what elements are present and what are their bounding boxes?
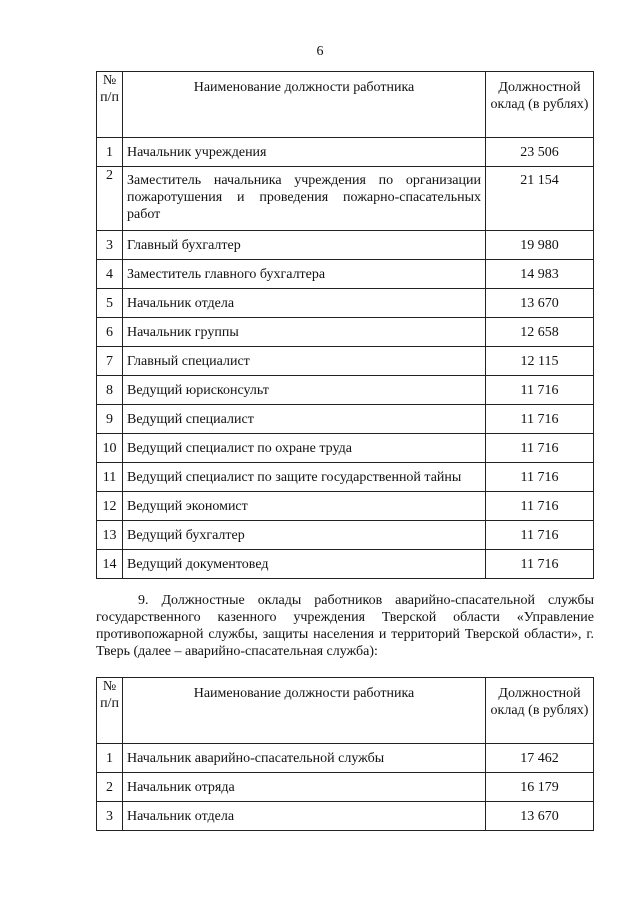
row-number: 14	[97, 550, 123, 579]
row-position-name: Начальник учреждения	[123, 138, 486, 167]
row-position-name: Ведущий специалист	[123, 405, 486, 434]
row-number: 8	[97, 376, 123, 405]
row-salary: 19 980	[486, 231, 594, 260]
table-row	[97, 773, 594, 802]
table-body	[97, 138, 594, 579]
table-header-row	[97, 678, 594, 744]
header-salary: Должностной оклад (в рублях)	[486, 72, 594, 138]
table-row	[97, 492, 594, 521]
header-number: № п/п	[97, 678, 123, 744]
table-row	[97, 138, 594, 167]
table-body	[97, 744, 594, 831]
row-position-name: Начальник отдела	[123, 802, 486, 831]
table-row	[97, 802, 594, 831]
row-number: 13	[97, 521, 123, 550]
row-salary: 11 716	[486, 550, 594, 579]
row-position-name: Начальник аварийно-спасательной службы	[123, 744, 486, 773]
row-salary: 17 462	[486, 744, 594, 773]
row-position-name: Заместитель начальника учреждения по организации пожаротушения и проведения пожарно-спасательных работ	[123, 167, 486, 231]
row-number: 12	[97, 492, 123, 521]
row-position-name: Ведущий экономист	[123, 492, 486, 521]
row-position-name: Главный специалист	[123, 347, 486, 376]
row-position-name: Начальник группы	[123, 318, 486, 347]
row-number: 2	[97, 167, 123, 231]
table-row	[97, 434, 594, 463]
row-salary: 12 658	[486, 318, 594, 347]
page-number: 6	[316, 44, 324, 59]
row-number: 6	[97, 318, 123, 347]
row-salary: 11 716	[486, 376, 594, 405]
row-salary: 11 716	[486, 492, 594, 521]
row-salary: 11 716	[486, 521, 594, 550]
salary-table-1	[96, 71, 594, 579]
row-position-name: Начальник отряда	[123, 773, 486, 802]
table-row	[97, 376, 594, 405]
header-position-name: Наименование должности работника	[123, 72, 486, 138]
row-number: 10	[97, 434, 123, 463]
row-salary: 16 179	[486, 773, 594, 802]
section-paragraph	[96, 592, 594, 660]
table-row	[97, 521, 594, 550]
table-row	[97, 167, 594, 231]
row-number: 1	[97, 744, 123, 773]
row-salary: 11 716	[486, 405, 594, 434]
row-number: 4	[97, 260, 123, 289]
row-number: 3	[97, 802, 123, 831]
row-salary: 23 506	[486, 138, 594, 167]
table-row	[97, 260, 594, 289]
table-row	[97, 405, 594, 434]
row-number: 2	[97, 773, 123, 802]
row-salary: 11 716	[486, 463, 594, 492]
row-number: 3	[97, 231, 123, 260]
row-position-name: Ведущий специалист по охране труда	[123, 434, 486, 463]
paragraph-text: 9. Должностные оклады работников аварийно-спасательной службы государственного казенного учреждения Тверской области «Управление противопожарной службы, защиты населения и территорий Тверской области», г. Тверь (далее – аварийно-спасательная служба):	[96, 593, 594, 659]
row-number: 7	[97, 347, 123, 376]
table-row	[97, 550, 594, 579]
table-row	[97, 347, 594, 376]
table-row	[97, 463, 594, 492]
row-position-name: Ведущий специалист по защите государственной тайны	[123, 463, 486, 492]
table-row	[97, 744, 594, 773]
table-row	[97, 231, 594, 260]
row-position-name: Начальник отдела	[123, 289, 486, 318]
row-number: 9	[97, 405, 123, 434]
row-salary: 11 716	[486, 434, 594, 463]
row-position-name: Ведущий юрисконсульт	[123, 376, 486, 405]
header-number: № п/п	[97, 72, 123, 138]
row-number: 1	[97, 138, 123, 167]
row-salary: 21 154	[486, 167, 594, 231]
table-row	[97, 318, 594, 347]
row-salary: 14 983	[486, 260, 594, 289]
salary-table-2	[96, 677, 594, 831]
row-position-name: Заместитель главного бухгалтера	[123, 260, 486, 289]
table-row	[97, 289, 594, 318]
row-number: 5	[97, 289, 123, 318]
row-salary: 13 670	[486, 289, 594, 318]
row-position-name: Ведущий документовед	[123, 550, 486, 579]
row-number: 11	[97, 463, 123, 492]
row-salary: 12 115	[486, 347, 594, 376]
header-position-name: Наименование должности работника	[123, 678, 486, 744]
row-position-name: Ведущий бухгалтер	[123, 521, 486, 550]
header-salary: Должностной оклад (в рублях)	[486, 678, 594, 744]
row-salary: 13 670	[486, 802, 594, 831]
row-position-name: Главный бухгалтер	[123, 231, 486, 260]
table-header-row	[97, 72, 594, 138]
